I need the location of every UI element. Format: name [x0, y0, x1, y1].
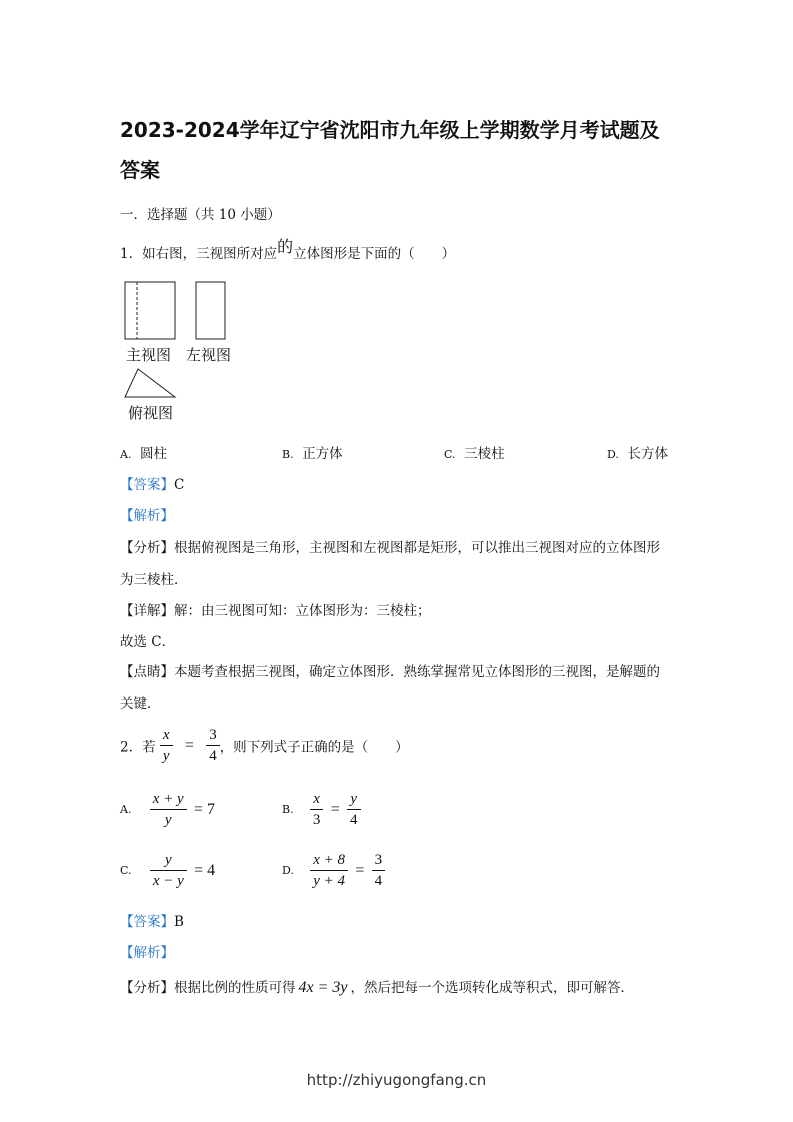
option-d-fraction-right: [372, 850, 386, 891]
q1-stem-b: 立体图形是下面的（ ）: [293, 246, 456, 262]
frac-numerator: y: [150, 850, 187, 871]
option-letter: A.: [120, 448, 132, 461]
frac-numerator: x + 8: [310, 850, 348, 871]
q1-option-d: [607, 442, 668, 462]
frac-numerator: 3: [206, 725, 220, 746]
option-text: 圆柱: [140, 446, 168, 462]
left-view-label: 左视图: [186, 346, 232, 364]
q1-xiangjie: [120, 599, 431, 619]
option-c-fraction: [150, 850, 187, 891]
fenxi-formula: 4x = 3y: [298, 979, 348, 996]
q2-fenxi: [120, 976, 634, 997]
q1-stem-a: 1．如右图，三视图所对应: [120, 246, 278, 262]
top-view-label: 俯视图: [128, 404, 174, 422]
equals-sign: =: [184, 736, 194, 754]
front-view-rect: [125, 282, 175, 339]
q2-option-b: [282, 789, 361, 830]
q1-guxuan: 故选 C．: [120, 634, 176, 650]
q1-dianjing: [120, 660, 660, 680]
option-text: 长方体: [627, 446, 669, 462]
option-a-rhs: = 7: [193, 800, 216, 818]
frac-denominator: x − y: [152, 873, 184, 889]
option-a-fraction: [150, 789, 187, 830]
three-view-figure: [120, 278, 240, 400]
dianjing-text: 本题考查根据三视图，确定立体图形．熟练掌握常见立体图形的三视图，是解题的: [174, 664, 660, 680]
option-d-fraction-left: [310, 850, 348, 891]
frac-denominator: 3: [312, 812, 321, 828]
fenxi-text: 根据俯视图是三角形，主视图和左视图都是矩形，可以推出三视图对应的立体图形: [174, 540, 660, 556]
frac-denominator: y: [162, 748, 170, 764]
q1-fenxi: [120, 536, 660, 556]
fenxi-tag: 【分析】: [120, 980, 174, 996]
frac-denominator: y + 4: [313, 873, 346, 889]
xiangjie-text: 解：由三视图可知：立体图形为：三棱柱；: [174, 603, 431, 619]
q2-option-d: [282, 850, 385, 891]
q2-answer: [120, 910, 184, 930]
footer-url: http://zhiyugongfang.cn: [306, 1071, 487, 1089]
option-letter: C.: [444, 448, 456, 461]
q2-stem-rest: ，则下列式子正确的是（ ）: [219, 739, 409, 756]
answer-value: C: [174, 477, 185, 493]
q1-option-c: [444, 442, 505, 462]
option-b-fraction-right: [347, 789, 361, 830]
q2-analysis-tag: 【解析】: [120, 945, 174, 961]
frac-denominator: y: [164, 812, 172, 828]
q1-option-b: [282, 442, 343, 462]
frac-numerator: x + y: [150, 789, 187, 810]
option-text: 三棱柱: [464, 446, 505, 462]
equals-sign: =: [355, 861, 365, 879]
option-letter: C.: [120, 864, 132, 877]
page-title-line1: 2023-2024学年辽宁省沈阳市九年级上学期数学月考试题及: [120, 118, 660, 142]
fenxi-tag: 【分析】: [120, 540, 174, 556]
xiangjie-tag: 【详解】: [120, 603, 174, 619]
q2-frac-xy: [160, 725, 173, 766]
fenxi-text-a: 根据比例的性质可得: [174, 980, 296, 996]
frac-denominator: 4: [209, 748, 217, 764]
q1-dianjing-line2: 关键．: [120, 696, 161, 712]
dianjing-tag: 【点睛】: [120, 664, 174, 680]
answer-tag: 【答案】: [120, 914, 174, 930]
q1-stem-de: 的: [277, 237, 294, 256]
option-letter: B.: [282, 803, 294, 816]
q1-fenxi-line2: 为三棱柱．: [120, 572, 188, 588]
section-heading: 一．选择题（共 10 小题）: [120, 207, 281, 223]
option-text: 正方体: [302, 446, 343, 462]
frac-numerator: 3: [372, 850, 386, 871]
front-view-label: 主视图: [126, 346, 172, 364]
left-view-rect: [196, 282, 225, 339]
option-letter: A.: [120, 803, 132, 816]
option-b-fraction-left: [310, 789, 324, 830]
top-view-triangle: [125, 369, 175, 397]
q1-option-a: [120, 442, 167, 462]
option-c-rhs: = 4: [194, 861, 216, 879]
q1-answer: [120, 473, 184, 493]
frac-denominator: 4: [350, 812, 358, 828]
q2-option-c: [120, 850, 218, 891]
q1-analysis-tag: 【解析】: [120, 508, 174, 524]
answer-tag: 【答案】: [120, 477, 174, 493]
page-title-line2: 答案: [120, 158, 160, 182]
frac-numerator: x: [310, 789, 324, 810]
frac-numerator: y: [347, 789, 361, 810]
q2-option-a: [120, 789, 218, 830]
answer-value: B: [174, 914, 184, 930]
q2-stem: [120, 725, 409, 766]
frac-denominator: 4: [374, 873, 383, 889]
q2-number: 2．若: [120, 739, 156, 756]
option-letter: D.: [282, 864, 294, 877]
option-letter: B.: [282, 448, 294, 461]
q2-frac-34: [206, 725, 220, 766]
option-letter: D.: [607, 448, 619, 461]
equals-sign: =: [330, 800, 340, 818]
fenxi-text-b: ，然后把每一个选项转化成等积式，即可解答．: [350, 980, 634, 996]
frac-numerator: x: [160, 725, 173, 746]
q1-stem: [120, 237, 456, 263]
